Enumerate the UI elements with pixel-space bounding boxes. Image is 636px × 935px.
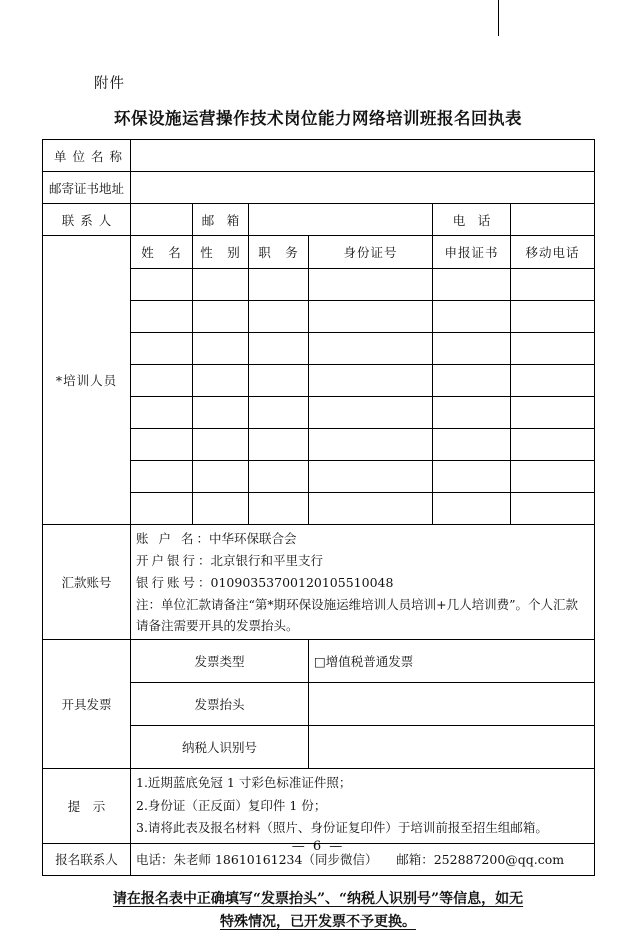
cell-declared-certificate[interactable]: [433, 461, 511, 493]
table-row-tips: [43, 769, 595, 844]
attachment-label: 附件: [94, 76, 125, 92]
cell-declared-certificate[interactable]: [433, 269, 511, 301]
table-row-contact: [43, 204, 595, 236]
cell-id-number[interactable]: [309, 269, 433, 301]
field-contact-person[interactable]: [131, 204, 193, 236]
cell-position[interactable]: [249, 269, 309, 301]
cell-mobile[interactable]: [511, 301, 595, 333]
cell-mobile[interactable]: [511, 365, 595, 397]
cell-declared-certificate[interactable]: [433, 365, 511, 397]
cell-name[interactable]: [131, 269, 193, 301]
tip-line-1: 1.近期蓝底免冠 1 寸彩色标准证件照；: [136, 775, 352, 791]
registration-form-table: [42, 139, 595, 876]
cell-gender[interactable]: [193, 461, 249, 493]
cell-name[interactable]: [131, 365, 193, 397]
cell-declared-certificate[interactable]: [433, 333, 511, 365]
label-invoice: 开具发票: [43, 640, 131, 769]
field-mail-address[interactable]: [131, 172, 595, 204]
cell-position[interactable]: [249, 365, 309, 397]
table-row-unit-name: [43, 140, 595, 172]
cell-mobile[interactable]: [511, 493, 595, 525]
label-signup-contact: 报名联系人: [43, 843, 131, 875]
cell-mobile[interactable]: [511, 429, 595, 461]
label-invoice-title: 发票抬头: [131, 683, 309, 726]
field-email[interactable]: [249, 204, 433, 236]
field-taxpayer-id[interactable]: [309, 726, 595, 769]
cell-mobile[interactable]: [511, 269, 595, 301]
cell-position[interactable]: [249, 397, 309, 429]
cell-position[interactable]: [249, 493, 309, 525]
label-taxpayer-id: 纳税人识别号: [131, 726, 309, 769]
cell-gender[interactable]: [193, 301, 249, 333]
cell-name[interactable]: [131, 333, 193, 365]
top-margin-rule: [498, 0, 499, 36]
cell-gender[interactable]: [193, 333, 249, 365]
page-title: 环保设施运营操作技术岗位能力网络培训班报名回执表: [114, 109, 522, 128]
tip-line-2: 2.身份证（正反面）复印件 1 份；: [136, 797, 327, 813]
cell-id-number[interactable]: [309, 301, 433, 333]
cell-name[interactable]: [131, 429, 193, 461]
field-phone[interactable]: [511, 204, 595, 236]
remit-account-details: [131, 525, 595, 640]
cell-declared-certificate[interactable]: [433, 397, 511, 429]
remit-bank-line: [136, 550, 589, 572]
col-header-mobile: 移动电话: [511, 236, 595, 269]
cell-declared-certificate[interactable]: [433, 301, 511, 333]
label-mail-address: 邮寄证书地址: [43, 172, 131, 204]
cell-gender[interactable]: [193, 365, 249, 397]
cell-id-number[interactable]: [309, 365, 433, 397]
col-header-declared-certificate: 申报证书: [433, 236, 511, 269]
label-phone: 电 话: [433, 204, 511, 236]
cell-position[interactable]: [249, 429, 309, 461]
remit-account-name-line: [136, 528, 589, 550]
field-unit-name[interactable]: [131, 140, 595, 172]
table-row-remit-account: [43, 525, 595, 640]
invoice-type-option-vat-general[interactable]: □增值税普通发票: [309, 640, 595, 683]
label-trainees: *培训人员: [43, 236, 131, 525]
cell-declared-certificate[interactable]: [433, 429, 511, 461]
remit-number-value: ：01090353700120105510048: [198, 574, 394, 590]
label-remit-account: 汇款账号: [43, 525, 131, 640]
tips-content: [131, 769, 595, 844]
page-number: — 6 —: [291, 839, 345, 854]
cell-name[interactable]: [131, 461, 193, 493]
cell-gender[interactable]: [193, 397, 249, 429]
cell-id-number[interactable]: [309, 397, 433, 429]
cell-position[interactable]: [249, 461, 309, 493]
label-invoice-type: 发票类型: [131, 640, 309, 683]
footer-warning-line-2: 特殊情况，已开发票不予更换。: [220, 914, 416, 931]
tip-line-3: 3.请将此表及报名材料（照片、身份证复印件）于培训前报至招生组邮箱。: [136, 820, 548, 836]
cell-position[interactable]: [249, 301, 309, 333]
cell-id-number[interactable]: [309, 429, 433, 461]
cell-declared-certificate[interactable]: [433, 493, 511, 525]
table-row-invoice-type: [43, 640, 595, 683]
label-email: 邮 箱: [193, 204, 249, 236]
remit-bank-value: ：北京银行和平里支行: [198, 552, 324, 568]
cell-gender[interactable]: [193, 493, 249, 525]
label-tips: 提 示: [43, 769, 131, 844]
col-header-id-number: 身份证号: [309, 236, 433, 269]
cell-mobile[interactable]: [511, 397, 595, 429]
label-unit-name: 单位名称: [43, 140, 131, 172]
cell-id-number[interactable]: [309, 461, 433, 493]
remit-note: 注：单位汇款请备注“第*期环保设施运维培训人员培训+几人培训费”。个人汇款请备注需要开具的发票抬头。: [136, 596, 579, 633]
table-row-mail-address: [43, 172, 595, 204]
cell-position[interactable]: [249, 333, 309, 365]
remit-account-name-value: ：中华环保联合会: [196, 531, 297, 546]
cell-id-number[interactable]: [309, 493, 433, 525]
cell-gender[interactable]: [193, 269, 249, 301]
col-header-gender: 性 别: [193, 236, 249, 269]
footer-warning-line-1: 请在报名表中正确填写“发票抬头”、“纳税人识别号”等信息，如无: [112, 890, 524, 907]
cell-name[interactable]: [131, 493, 193, 525]
label-contact-person: 联系人: [43, 204, 131, 236]
remit-account-name-key: 账 户 名: [136, 531, 197, 546]
cell-name[interactable]: [131, 397, 193, 429]
cell-mobile[interactable]: [511, 461, 595, 493]
footer-warning-note: [83, 888, 553, 935]
trainee-column-headers: [43, 236, 595, 269]
cell-mobile[interactable]: [511, 333, 595, 365]
field-invoice-title[interactable]: [309, 683, 595, 726]
cell-id-number[interactable]: [309, 333, 433, 365]
col-header-name: 姓 名: [131, 236, 193, 269]
remit-bank-key: 开户银行: [136, 552, 199, 568]
signup-contact-value: 电话：朱老师 18610161234（同步微信） 邮箱：252887200@qq.com: [131, 843, 595, 875]
cell-gender[interactable]: [193, 429, 249, 461]
col-header-position: 职 务: [249, 236, 309, 269]
remit-number-line: [136, 572, 589, 594]
cell-name[interactable]: [131, 301, 193, 333]
remit-number-key: 银行账号: [136, 574, 199, 590]
